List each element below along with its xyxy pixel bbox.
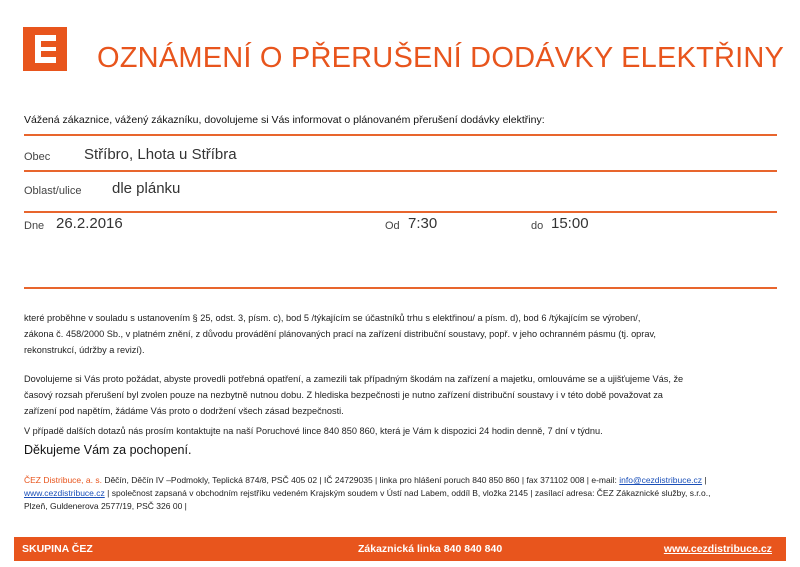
oblast-label: Oblast/ulice bbox=[24, 185, 82, 197]
postal-address: Plzeň, Guldenerova 2577/19, PSČ 326 00 | bbox=[24, 501, 187, 511]
thanks-text: Děkujeme Vám za pochopení. bbox=[24, 443, 192, 457]
company-name: ČEZ Distribuce, a. s. bbox=[24, 475, 102, 485]
obec-label: Obec bbox=[24, 151, 51, 163]
company-address: Děčín, Děčín IV –Podmokly, Teplická 874/8, PSČ 405 02 | IČ 24729035 | linka pro hlášení poruch 840 850 860 | fax 371102 008 | e-mail: bbox=[104, 475, 617, 485]
registry-text: | společnost zapsaná v obchodním rejstříku vedeném Krajským soudem v Ústí nad Labem, oddíl B, vložka 2145 | zasílací adresa: ČEZ Zákaznické služby, s.r.o., bbox=[107, 488, 711, 498]
oblast-value: dle plánku bbox=[112, 180, 181, 197]
footer-bar bbox=[14, 537, 786, 561]
divider bbox=[24, 211, 777, 213]
do-value: 15:00 bbox=[551, 215, 589, 232]
text-line: zákona č. 458/2000 Sb., v platném znění, z důvodu provádění plánovaných prací na zařízení distribuční soustavy, popř. v jeho ochranném pásmu (tj. oprav, bbox=[24, 329, 656, 339]
text-line: Dovolujeme si Vás proto požádat, abyste provedli potřebná opatření, a zamezili tak případným škodám na zařízení a majetku, omlouváme se a ujišťujeme Vás, že bbox=[24, 374, 684, 384]
web-link[interactable]: www.cezdistribuce.cz bbox=[24, 488, 105, 498]
company-info bbox=[24, 474, 774, 513]
divider bbox=[24, 170, 777, 172]
page-title: OZNÁMENÍ O PŘERUŠENÍ DODÁVKY ELEKTŘINY bbox=[97, 42, 785, 74]
cez-logo-icon bbox=[23, 27, 67, 71]
text-line: časový rozsah přerušení byl zvolen pouze na nezbytně nutnou dobu. Z hlediska bezpečnosti je nutno zařízení distribuční soustavy i v této době považovat za bbox=[24, 390, 663, 400]
footer-hotline: Zákaznická linka 840 840 840 bbox=[358, 543, 503, 555]
dne-value: 26.2.2016 bbox=[56, 215, 123, 232]
obec-value: Stříbro, Lhota u Stříbra bbox=[84, 146, 237, 163]
text-line: které proběhne v souladu s ustanovením § 25, odst. 3, písm. c), bod 5 /týkajícím se účastníků trhu s elektřinou/ a písm. d), bod 6 /týkajícím se výroben/, bbox=[24, 313, 641, 323]
text-line: rekonstrukcí, údržby a revizí). bbox=[24, 345, 145, 355]
dne-label: Dne bbox=[24, 220, 45, 232]
od-value: 7:30 bbox=[408, 215, 438, 232]
text-line: zařízení pod napětím, žádáme Vás proto o dodržení všech zásad bezpečnosti. bbox=[24, 406, 344, 416]
divider bbox=[24, 134, 777, 136]
footer-group: SKUPINA ČEZ bbox=[22, 543, 93, 555]
email-link[interactable]: info@cezdistribuce.cz bbox=[619, 475, 703, 485]
do-label: do bbox=[531, 220, 544, 232]
divider bbox=[24, 287, 777, 289]
request-paragraph bbox=[24, 371, 764, 419]
text-line: V případě dalších dotazů nás prosím kontaktujte na naší Poruchové lince 840 850 860, která je Vám k dispozici 24 hodin denně, 7 dní v týdnu. bbox=[24, 426, 603, 436]
legal-paragraph bbox=[24, 310, 764, 358]
footer-web-link[interactable]: www.cezdistribuce.cz bbox=[663, 543, 772, 555]
separator: | bbox=[704, 475, 707, 485]
contact-paragraph bbox=[24, 423, 764, 439]
intro-text: Vážená zákaznice, vážený zákazníku, dovolujeme si Vás informovat o plánovaném přerušení dodávky elektřiny: bbox=[24, 114, 545, 126]
od-label: Od bbox=[385, 220, 400, 232]
